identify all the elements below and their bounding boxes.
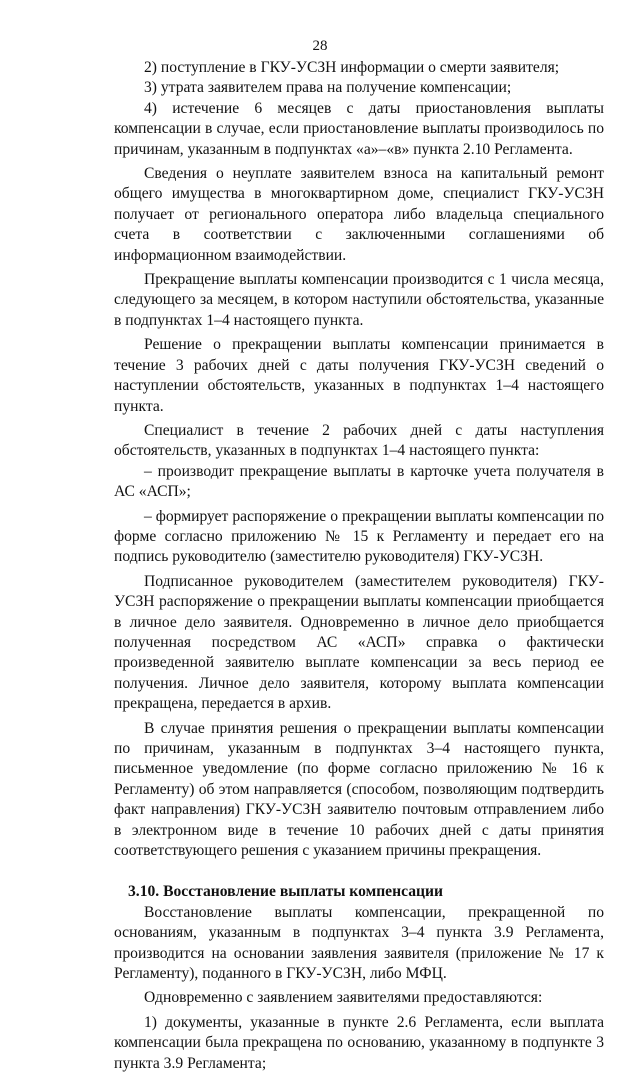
list-item-3: 3) утрата заявителем права на получение компенсации; [144,79,512,97]
paragraph-termination-decision: Решение о прекращении выплаты компенсации принимается в течение 3 рабочих дней с даты получения ГКУ-УСЗН сведений о наступлении обстоятельств, указанных в подпунктах 1–4 настоящего пункта. [114,336,604,415]
paragraph-restoration: Восстановление выплаты компенсации, прекращенной по основаниям, указанным в подпунктах 3–4 пункта 3.9 Регламента, производится на основании заявления заявителя (приложение № 17 к Регламенту), поданного в ГКУ-УСЗН, либо МФЦ. [114,903,604,983]
list-item-2: 2) поступление в ГКУ-УСЗН информации о смерти заявителя; [144,59,560,76]
paragraph-nonpayment-info: Сведения о неуплате заявителем взноса на капитальный ремонт общего имущества в многоквартирном доме, специалист ГКУ-УСЗН получает от регионального оператора либо владельца специального счета в соответствии с заключенными соглашениями об информационном взаимодействии. [114,165,604,264]
section-heading: 3.10. Восстановление выплаты компенсации [128,883,443,901]
paragraph-signed-order: Подписанное руководителем (заместителем руководителя) ГКУ-УСЗН распоряжение о прекращении выплаты компенсации приобщается в личное дело заявителя. Одновременно в личное дело приобщается полученная посредством АС «АСП» справка о фактически произведенной заявителю выплате компенсации за весь период ее получения. Личное дело заявителя, которому выплата компенсации прекращена, передается в архив. [114,572,604,713]
paragraph-documents-provided: Одновременно с заявлением заявителями предоставляются: [144,989,543,1007]
paragraph-termination-date: Прекращение выплаты компенсации производится с 1 числа месяца, следующего за месяцем, в котором наступили обстоятельства, указанные в подпунктах 1–4 настоящего пункта. [114,271,604,329]
dash-item-order: – формирует распоряжение о прекращении выплаты компенсации по форме согласно приложению № 15 к Регламенту и передает его на подпись руководителю (заместителю руководителя) ГКУ-УСЗН. [114,507,604,566]
page-number: 28 [312,38,328,54]
paragraph-notification: В случае принятия решения о прекращении выплаты компенсации по причинам, указанным в подпунктах 3–4 настоящего пункта, письменное уведомление (по форме согласно приложению № 16 к Регламенту) об этом направляется (способом, позволяющим подтвердить факт направления) ГКУ-УСЗН заявителю почтовым отправлением либо в электронном виде в течение 10 рабочих дней с даты принятия соответствующего решения с указанием причины прекращения. [114,719,604,860]
page-content [114,58,604,1074]
list-item-documents-1: 1) документы, указанные в пункте 2.6 Регламента, если выплата компенсации была прекращена по основанию, указанному в подпункте 3 пункта 3.9 Регламента; [114,1013,604,1072]
dash-item-stop-payment: – производит прекращение выплаты в карточке учета получателя в АС «АСП»; [114,462,604,501]
paragraph-specialist-actions: Специалист в течение 2 рабочих дней с даты наступления обстоятельств, указанных в подпунктах 1–4 настоящего пункта: [114,421,604,460]
list-item-4: 4) истечение 6 месяцев с даты приостановления выплаты компенсации в случае, если приостановление выплаты производилось по причинам, указанным в подпунктах «а»–«в» пункта 2.10 Регламента. [114,99,604,158]
